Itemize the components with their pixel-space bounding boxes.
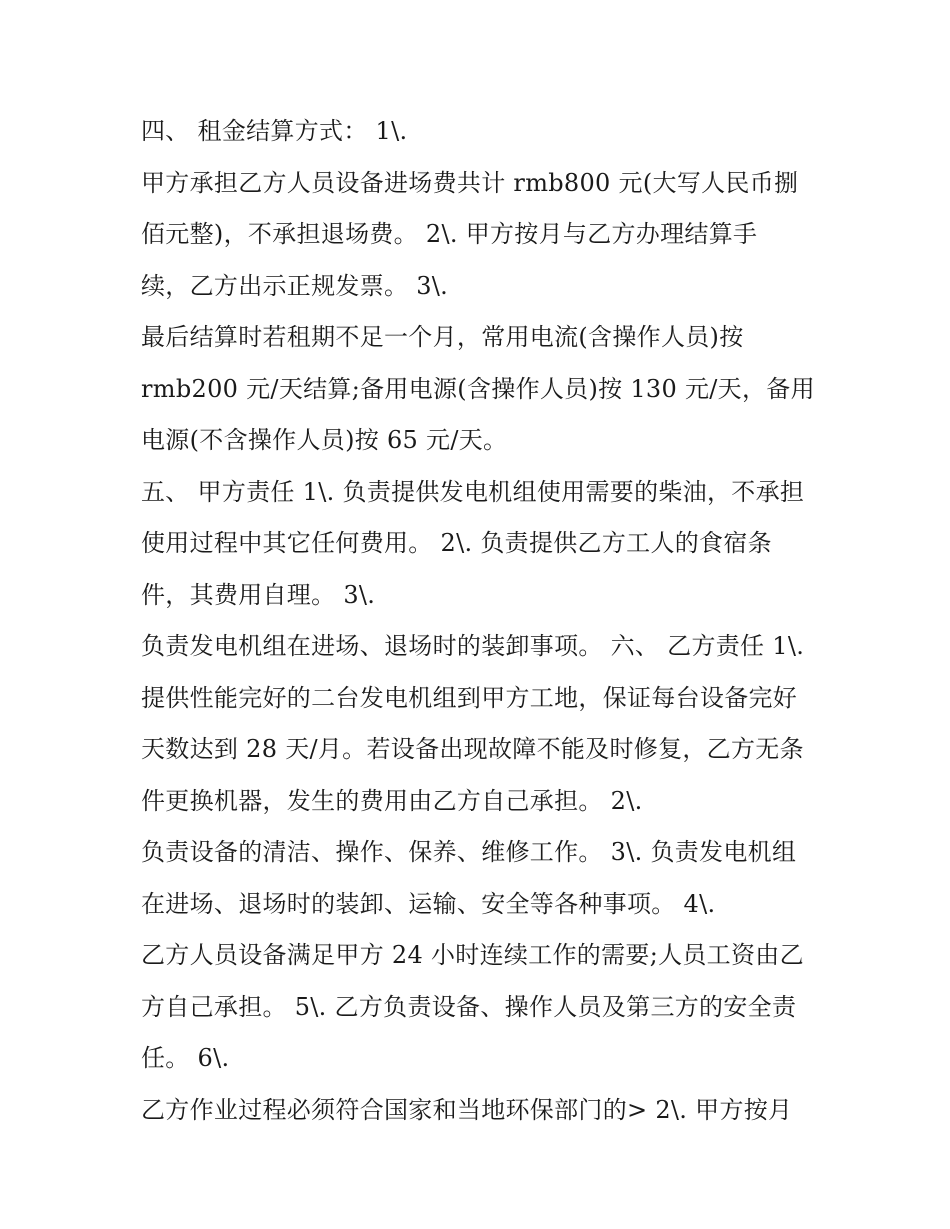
text-line: 佰元整)，不承担退场费。 2\. 甲方按月与乙方办理结算手 — [141, 220, 758, 248]
text-line: 负责发电机组在进场、退场时的装卸事项。 六、 乙方责任 1\. — [141, 632, 805, 660]
text-line: rmb200 元/天结算;备用电源(含操作人员)按 130 元/天，备用 — [141, 374, 815, 403]
text-line: 续，乙方出示正规发票。 3\. — [141, 271, 449, 300]
text-line: 最后结算时若租期不足一个月，常用电流(含操作人员)按 — [141, 323, 744, 351]
contract-text — [141, 106, 821, 1136]
text-line: 在进场、退场时的装卸、运输、安全等各种事项。 4\. — [141, 889, 716, 918]
text-line: 使用过程中其它任何费用。 2\. 负责提供乙方工人的食宿条 — [141, 529, 772, 557]
text-line: 五、 甲方责任 1\. 负责提供发电机组使用需要的柴油，不承担 — [141, 477, 805, 506]
text-line: 件，其费用自理。 3\. — [141, 580, 376, 609]
text-line: 任。 6\. — [141, 1044, 230, 1072]
text-line: 四、 租金结算方式： 1\. — [141, 117, 408, 145]
text-line: 提供性能完好的二台发电机组到甲方工地，保证每台设备完好 — [141, 683, 798, 712]
text-line: 件更换机器，发生的费用由乙方自己承担。 2\. — [141, 786, 643, 815]
text-line: 方自己承担。 5\. 乙方负责设备、操作人员及第三方的安全责 — [141, 992, 797, 1021]
text-line: 乙方人员设备满足甲方 24 小时连续工作的需要;人员工资由乙 — [141, 941, 804, 969]
text-line: 甲方承担乙方人员设备进场费共计 rmb800 元(大写人民币捌 — [141, 168, 799, 197]
text-line: 电源(不含操作人员)按 65 元/天。 — [141, 426, 508, 454]
text-line: 天数达到 28 天/月。若设备出现故障不能及时修复，乙方无条 — [141, 735, 804, 763]
text-line: 乙方作业过程必须符合国家和当地环保部门的> 2\. 甲方按月 — [141, 1095, 793, 1124]
text-line: 负责设备的清洁、操作、保养、维修工作。 3\. 负责发电机组 — [141, 838, 797, 866]
